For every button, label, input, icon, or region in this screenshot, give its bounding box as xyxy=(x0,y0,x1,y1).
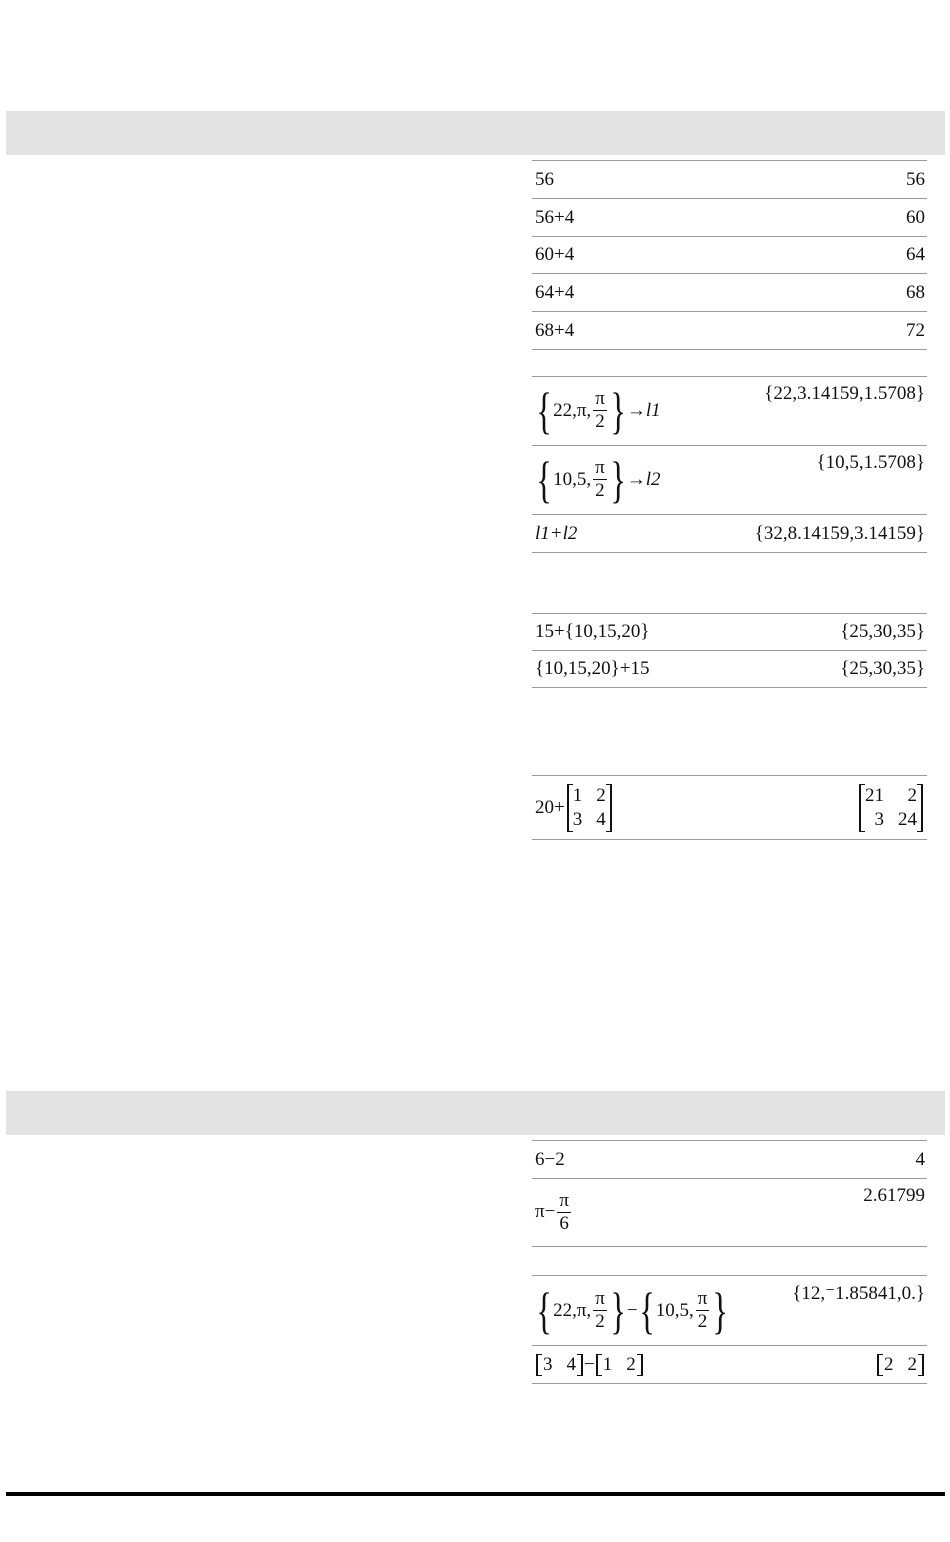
example-table-list-addition xyxy=(532,376,927,553)
numerator: π xyxy=(595,1287,605,1309)
denominator: 2 xyxy=(595,480,605,502)
numerator: π xyxy=(559,1189,569,1211)
pi-symbol: π xyxy=(535,1201,545,1223)
example-output: 2.61799 xyxy=(863,1185,925,1206)
example-row xyxy=(532,515,927,553)
matrix-cell: 1 xyxy=(572,784,583,806)
list-items: 10,5, xyxy=(553,469,592,490)
example-output: {22,3.14159,1.5708} xyxy=(764,383,925,404)
vector-cell: 4 xyxy=(566,1353,576,1375)
fraction xyxy=(557,1190,571,1236)
row-vector xyxy=(877,1354,924,1376)
vector-cell: 2 xyxy=(626,1353,636,1375)
list-literal: {10,15,20} xyxy=(564,621,650,642)
variable-name: l2 xyxy=(645,469,661,490)
close-brace: } xyxy=(610,382,626,439)
close-brace: } xyxy=(610,1281,626,1338)
example-output xyxy=(876,1354,925,1376)
example-input xyxy=(535,784,614,832)
vector-cell: 2 xyxy=(884,1353,894,1375)
list-items: 22,π, xyxy=(553,400,592,421)
store-arrow: → xyxy=(626,469,646,490)
vector-cell: 2 xyxy=(907,1353,917,1375)
fraction xyxy=(593,1288,607,1334)
matrix-cell: 2 xyxy=(596,784,606,806)
example-input: 60+4 xyxy=(535,244,575,265)
variable-name: l1 xyxy=(645,400,661,421)
example-input xyxy=(535,1354,644,1376)
input-matrix xyxy=(567,784,612,832)
example-output: {25,30,35} xyxy=(840,658,925,679)
example-input: 56+4 xyxy=(535,206,575,228)
example-output xyxy=(857,784,925,832)
row-vector xyxy=(596,1354,643,1376)
example-row xyxy=(532,377,927,446)
section-header-band-addition xyxy=(6,111,945,155)
store-arrow: → xyxy=(626,400,646,421)
open-brace: { xyxy=(536,1281,552,1338)
section-header-band-subtraction xyxy=(6,1091,945,1135)
matrix-cell: 24 xyxy=(898,808,917,830)
example-output: 4 xyxy=(915,1148,925,1170)
example-row xyxy=(532,651,927,688)
scalar-prefix: 20+ xyxy=(535,796,565,818)
open-brace: { xyxy=(638,1281,655,1338)
example-row xyxy=(532,1346,927,1384)
vector-cell: 3 xyxy=(543,1353,553,1375)
row-vector xyxy=(536,1354,583,1376)
example-input xyxy=(535,382,661,439)
example-output: {25,30,35} xyxy=(840,621,925,642)
example-input: 64+4 xyxy=(535,281,575,303)
close-brace: } xyxy=(712,1281,729,1338)
fraction xyxy=(593,388,607,434)
vector-cell: 1 xyxy=(602,1353,613,1375)
example-output: {12,⁻1.85841,0.} xyxy=(792,1283,925,1304)
matrix-cell: 4 xyxy=(596,808,606,830)
example-output: 68 xyxy=(906,281,925,303)
example-row xyxy=(532,446,927,515)
example-row xyxy=(532,199,927,237)
list-literal: {10,15,20} xyxy=(535,658,620,679)
example-output: 60 xyxy=(906,206,925,228)
list-items: 22,π, xyxy=(553,1299,592,1321)
example-table-matrix xyxy=(532,775,927,840)
example-row xyxy=(532,614,927,651)
example-output: 72 xyxy=(906,319,925,341)
example-row xyxy=(532,274,927,312)
footer-rule xyxy=(6,1492,945,1496)
open-brace: { xyxy=(536,451,552,508)
example-output: 56 xyxy=(906,168,925,190)
example-output: 64 xyxy=(906,244,925,265)
output-matrix xyxy=(859,784,923,832)
example-row xyxy=(532,312,927,350)
example-input: 56 xyxy=(535,168,554,190)
matrix-cell: 3 xyxy=(572,808,583,830)
example-input xyxy=(535,451,661,508)
denominator: 2 xyxy=(595,1310,605,1332)
numerator: π xyxy=(595,457,605,479)
matrix-cell: 3 xyxy=(874,808,884,830)
scalar-suffix: +15 xyxy=(619,658,650,679)
example-input xyxy=(535,1190,573,1236)
example-input: 6−2 xyxy=(535,1148,565,1170)
example-table-scalar-list xyxy=(532,613,927,688)
matrix-cell: 2 xyxy=(907,784,917,806)
close-brace: } xyxy=(610,451,626,508)
example-row xyxy=(532,776,927,840)
example-table-list-subtraction xyxy=(532,1275,927,1384)
numerator: π xyxy=(697,1287,708,1309)
example-input xyxy=(535,658,649,680)
example-row xyxy=(532,1276,927,1346)
scalar-prefix: 15+ xyxy=(535,621,565,642)
example-row xyxy=(532,1179,927,1247)
example-row xyxy=(532,237,927,274)
denominator: 2 xyxy=(697,1310,708,1332)
example-input xyxy=(535,621,649,643)
example-input: l1+l2 xyxy=(535,522,578,544)
numerator: π xyxy=(595,388,605,410)
example-input xyxy=(535,1281,729,1338)
fraction xyxy=(593,457,607,503)
denominator: 6 xyxy=(559,1212,569,1234)
example-input: 68+4 xyxy=(535,319,575,341)
example-row xyxy=(532,161,927,199)
minus-sign: − xyxy=(626,1299,638,1321)
fraction xyxy=(696,1288,710,1334)
minus-sign: − xyxy=(584,1353,595,1375)
denominator: 2 xyxy=(595,411,605,433)
minus-sign: − xyxy=(544,1201,556,1223)
matrix-cell: 21 xyxy=(865,784,884,806)
example-row xyxy=(532,1141,927,1179)
list-items: 10,5, xyxy=(655,1299,694,1321)
open-brace: { xyxy=(536,382,552,439)
example-output: {10,5,1.5708} xyxy=(816,452,925,473)
example-table-addition xyxy=(532,160,927,350)
example-output: {32,8.14159,3.14159} xyxy=(754,522,925,544)
example-table-subtraction xyxy=(532,1140,927,1247)
